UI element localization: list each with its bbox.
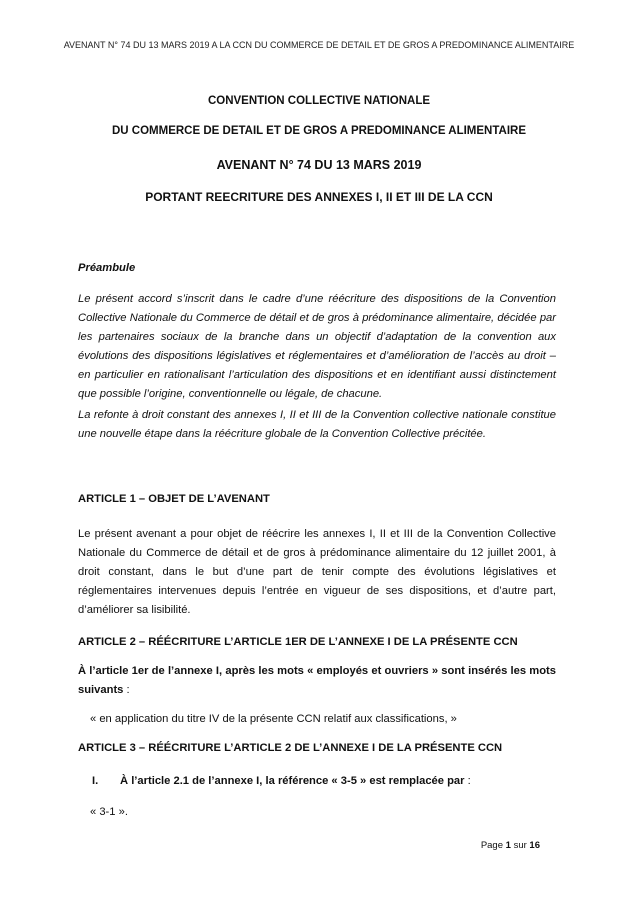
title-line-4: PORTANT REECRITURE DES ANNEXES I, II ET III DE LA CCN — [145, 190, 493, 204]
article-3-heading: ARTICLE 3 – RÉÉCRITURE L’ARTICLE 2 DE L’ANNEXE I DE LA PRÉSENTE CCN — [78, 742, 503, 754]
page-total: 16 — [529, 840, 540, 851]
title-line-3: AVENANT N° 74 DU 13 MARS 2019 — [216, 158, 422, 172]
preamble-heading: Préambule — [78, 262, 136, 274]
article-3-item-text: À l’article 2.1 de l’annexe I, la référence « 3-5 » est remplacée par — [120, 775, 465, 787]
article-1-body: Le présent avenant a pour objet de réécrire les annexes I, II et III de la Convention Collective Nationale du Commerce de détail et de gros à prédominance alimentaire du 12 juillet 2001, à droit constant, dans le but d’une part de tenir compte des évolutions législatives et réglementaires intervenues depuis l’entrée en vigueur de ses dispositions, et d’autre part, d’améliorer sa lisibilité. — [78, 528, 556, 616]
page-current: 1 — [505, 840, 511, 851]
title-line-2: DU COMMERCE DE DETAIL ET DE GROS A PREDOMINANCE ALIMENTAIRE — [111, 125, 526, 137]
article-1-heading: ARTICLE 1 – OBJET DE L’AVENANT — [78, 493, 270, 505]
article-3-item-suffix: : — [464, 775, 471, 787]
article-2-intro-text: À l’article 1er de l’annexe I, après les mots « employés et ouvriers » sont insérés les mots suivants — [78, 665, 556, 696]
page-number — [481, 840, 540, 851]
article-2-quote: « en application du titre IV de la présente CCN relatif aux classifications, » — [90, 713, 457, 725]
article-2-intro-suffix: : — [123, 684, 130, 696]
title-line-1: CONVENTION COLLECTIVE NATIONALE — [207, 95, 431, 107]
preamble-paragraph-2: La refonte à droit constant des annexes I, II et III de la Convention collective nationale constitue une nouvelle étape dans la réécriture globale de la Convention Collective précitée. — [78, 409, 556, 440]
article-3-item-number: I. — [92, 775, 99, 787]
article-3-quote: « 3-1 ». — [90, 806, 128, 818]
page-of: sur — [513, 840, 527, 851]
article-3-item — [92, 772, 570, 791]
preamble-paragraph-1: Le présent accord s’inscrit dans le cadre d’une réécriture des dispositions de la Convention Collective Nationale du Commerce de détail et de gros à prédominance alimentaire, décidée par les partenaires sociaux de la branche dans un objectif d’adaptation de la convention aux évolutions des dispositions législatives et réglementaires et d’amélioration de l’accès au droit – en particulier en rationalisant l’articulation des dispositions et en identifiant aussi distinctement que possible l’origine, conventionnelle ou légale, de chacune. — [78, 293, 556, 400]
page-label: Page — [480, 840, 503, 851]
article-2-heading: ARTICLE 2 – RÉÉCRITURE L’ARTICLE 1ER DE L’ANNEXE I DE LA PRÉSENTE CCN — [78, 636, 518, 648]
article-2-intro — [78, 662, 556, 700]
running-header: AVENANT N° 74 DU 13 MARS 2019 A LA CCN DU COMMERCE DE DETAIL ET DE GROS A PREDOMINANCE ALIMENTAIRE — [63, 40, 575, 50]
